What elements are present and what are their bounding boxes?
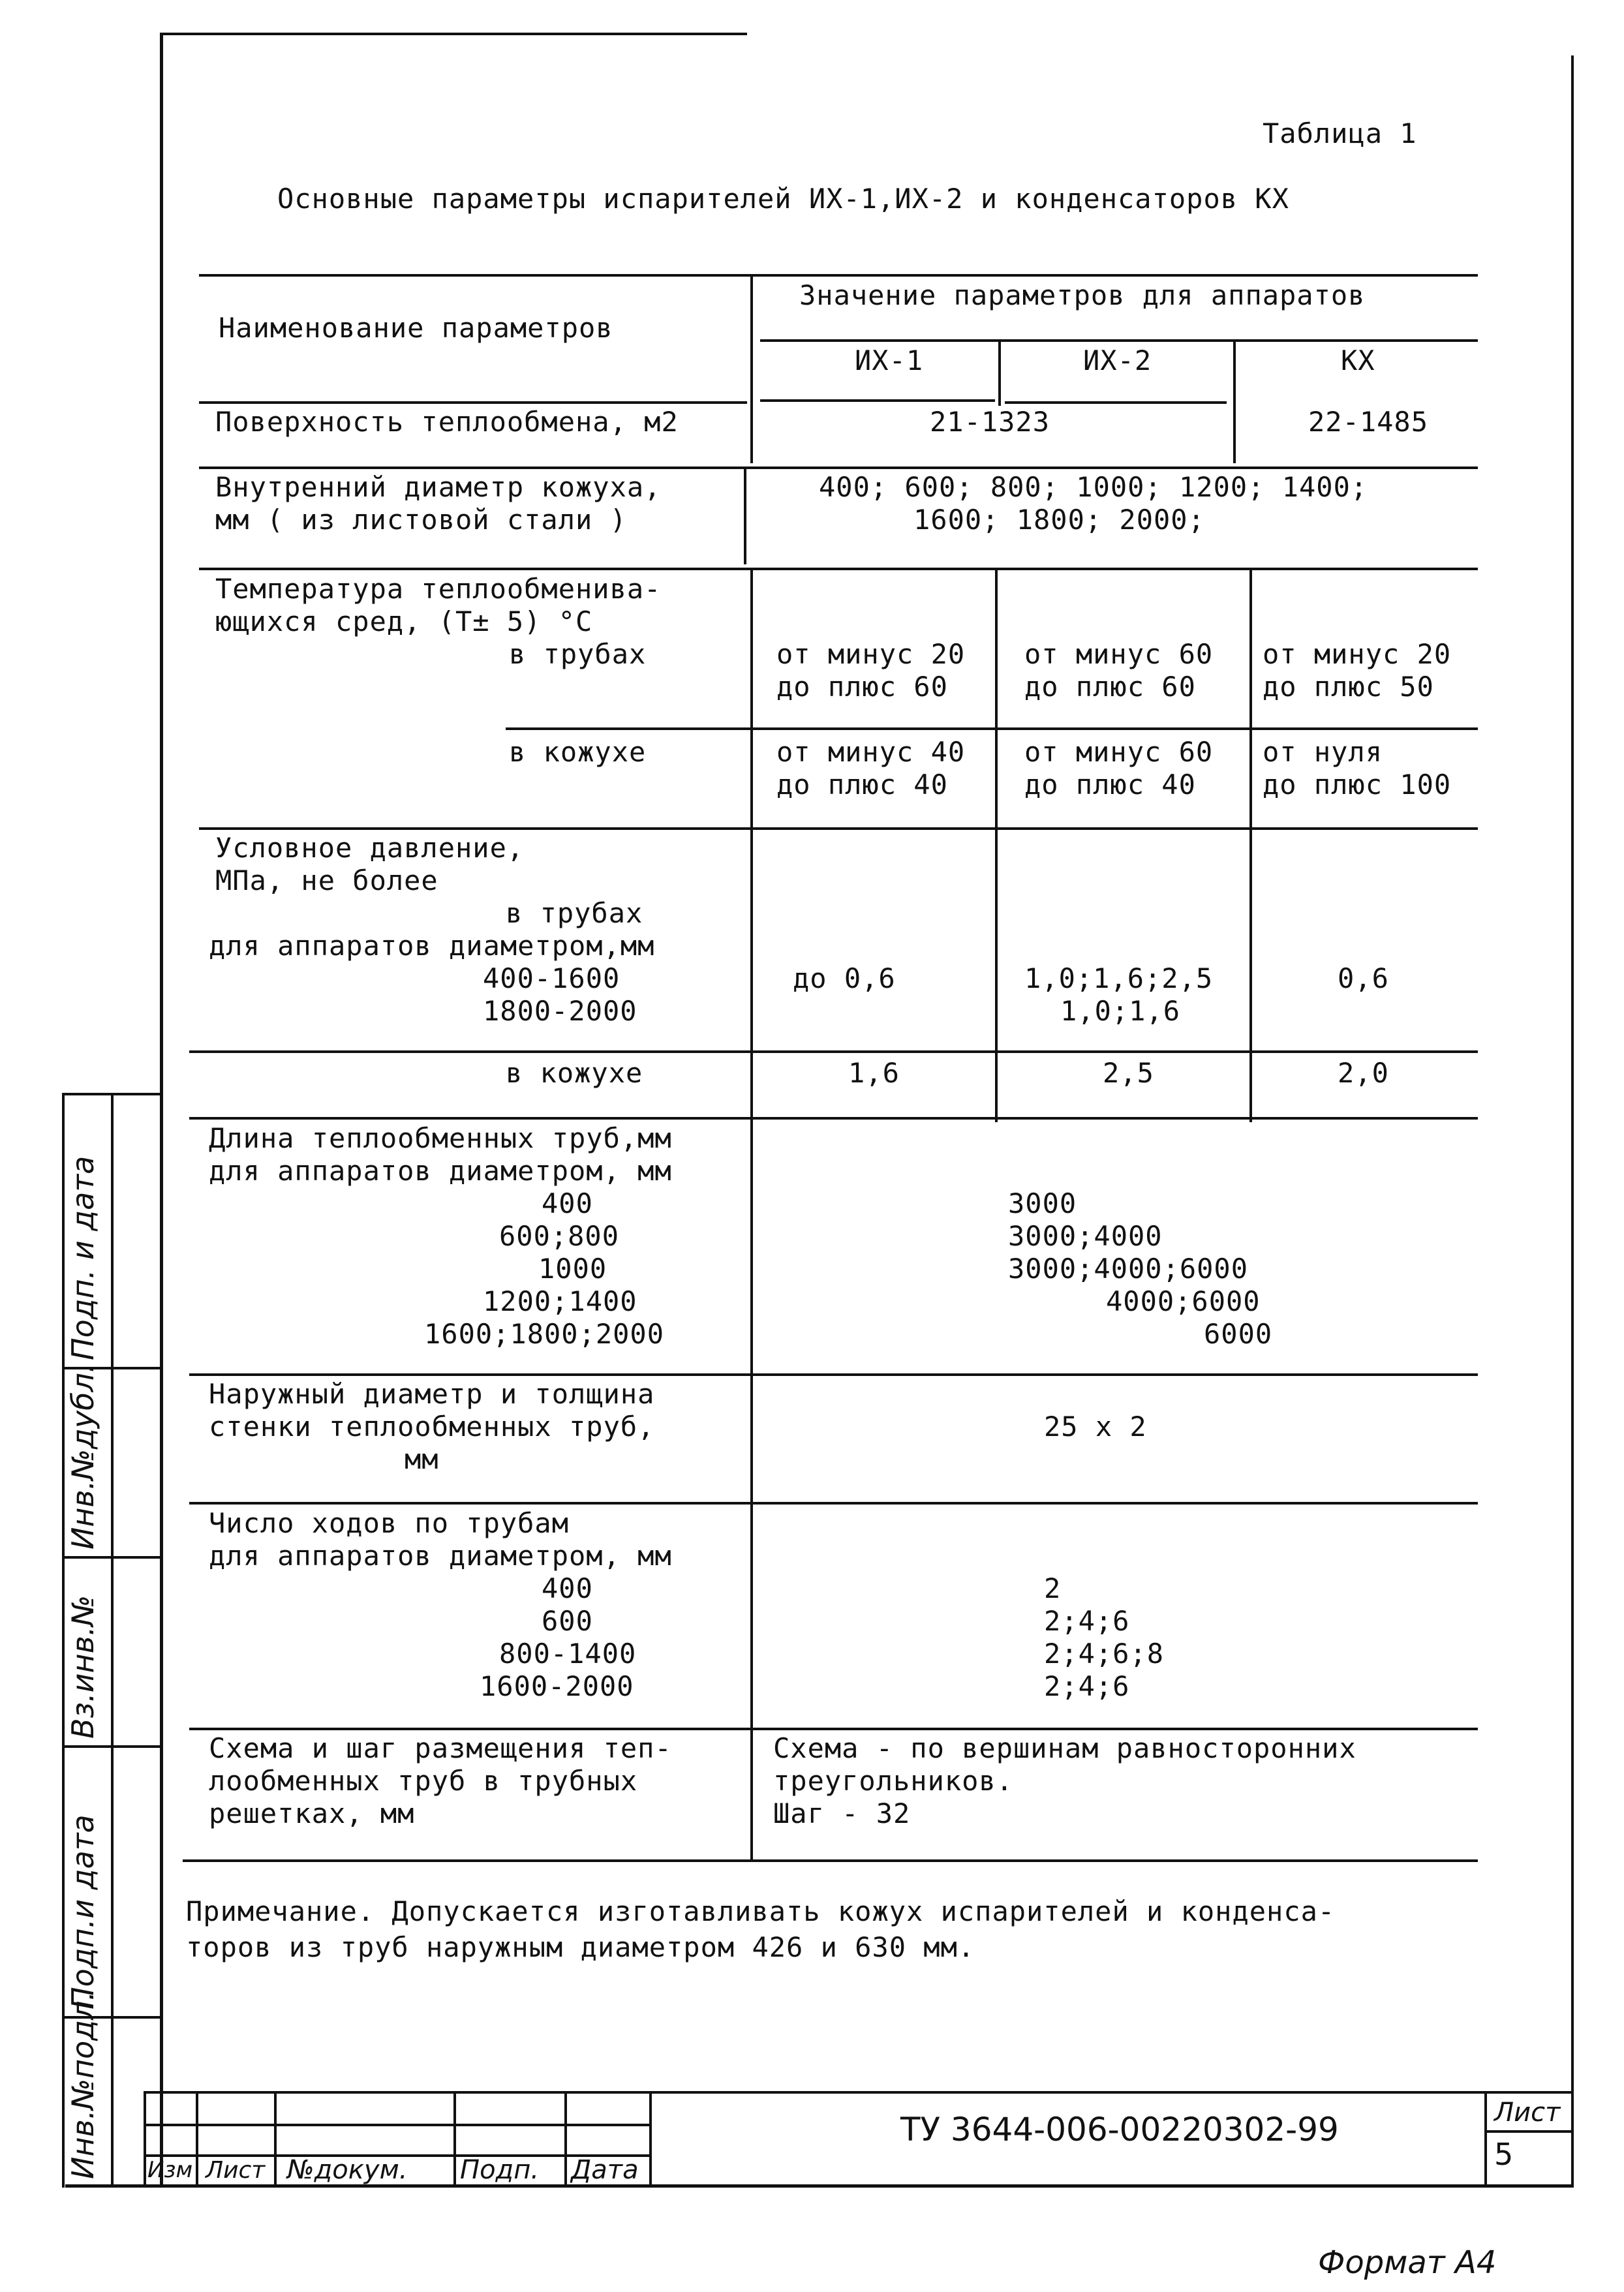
tube-length-diam-2: 600;800 xyxy=(499,1220,620,1252)
tube-length-diam-3: 1000 xyxy=(538,1253,607,1285)
rule xyxy=(189,1050,1478,1053)
rule xyxy=(1233,341,1236,463)
passes-diam-1: 400 xyxy=(542,1572,593,1604)
surface-ix-value: 21-1323 xyxy=(930,406,1050,438)
temp-tubes-ix1: от минус 20 до плюс 60 xyxy=(776,638,966,703)
header-value-group: Значение параметров для аппаратов xyxy=(799,279,1366,311)
rule xyxy=(199,274,1478,277)
side-label-sign-date-2: Подп.и дата xyxy=(65,1814,100,2009)
stamp-col-sign: Подп. xyxy=(460,2155,540,2185)
passes-value-1: 2 xyxy=(1044,1572,1062,1604)
stamp-col-docnum: №докум. xyxy=(287,2155,408,2185)
inner-diam-value-2: 1600; 1800; 2000; xyxy=(913,504,1205,536)
rule xyxy=(1484,2091,1487,2186)
passes-diam-4: 1600-2000 xyxy=(480,1670,634,1702)
rule xyxy=(995,568,998,1122)
rule xyxy=(760,399,995,402)
rule xyxy=(144,2091,146,2186)
rule xyxy=(1005,401,1227,404)
pressure-label-6: 1800-2000 xyxy=(483,995,637,1027)
rule xyxy=(189,1373,1478,1376)
rule xyxy=(189,1502,1478,1505)
frame-top xyxy=(160,33,747,35)
rule xyxy=(62,1556,163,1559)
note-line-2: торов из труб наружным диаметром 426 и 630 мм. xyxy=(186,1931,975,1963)
pressure-ix1: до 0,6 xyxy=(793,962,896,994)
note-line-1: Примечание. Допускается изготавливать кожух испарителей и конденса- xyxy=(186,1895,1336,1927)
stamp-col-change: Изм xyxy=(147,2157,193,2183)
scheme-label-3: решетках, мм xyxy=(209,1797,415,1829)
pressure-label-2: МПа, не более xyxy=(215,864,438,896)
inner-diam-label-2: мм ( из листовой стали ) xyxy=(215,504,627,536)
temp-tubes-label: в трубах xyxy=(509,638,647,670)
temp-tubes-ix2: от минус 60 до плюс 60 xyxy=(1024,638,1214,703)
rule xyxy=(196,2091,198,2186)
rule xyxy=(649,2091,652,2186)
inner-diam-label-1: Внутренний диаметр кожуха, xyxy=(215,471,662,503)
pressure-ix2-b: 1,0;1,6 xyxy=(1060,995,1181,1027)
side-label-sign-date: Подп. и дата xyxy=(65,1155,100,1360)
rule xyxy=(62,1093,163,1095)
rule xyxy=(62,1093,65,2188)
side-label-inv-orig: Инв.№подл. xyxy=(65,1991,100,2179)
scheme-value-3: Шаг - 32 xyxy=(773,1797,911,1829)
rule xyxy=(1484,2130,1572,2133)
tube-length-value-4: 4000;6000 xyxy=(1106,1285,1261,1317)
scheme-value-2: треугольников. xyxy=(773,1765,1014,1797)
passes-diam-2: 600 xyxy=(542,1605,593,1637)
passes-label-1: Число ходов по трубам xyxy=(209,1507,570,1539)
side-label-replace-inv: Вз.инв.№ xyxy=(65,1595,100,1739)
rule xyxy=(189,1117,1478,1120)
tube-length-label-1: Длина теплообменных труб,мм xyxy=(209,1122,672,1154)
temp-tubes-kx: от минус 20 до плюс 50 xyxy=(1263,638,1452,703)
rule xyxy=(760,339,1478,342)
rule xyxy=(750,274,753,463)
pressure-label-1: Условное давление, xyxy=(215,832,525,864)
rule xyxy=(274,2091,277,2186)
temp-label-1: Температура теплообменива- xyxy=(215,573,662,605)
stamp-sheet-number: 5 xyxy=(1494,2137,1514,2172)
outer-diam-label-3: мм xyxy=(405,1443,439,1475)
rule xyxy=(199,401,747,404)
table-label: Таблица 1 xyxy=(1263,117,1417,149)
rule xyxy=(183,1859,1478,1862)
header-col-ix2: ИХ-2 xyxy=(1083,344,1152,376)
tube-length-diam-5: 1600;1800;2000 xyxy=(424,1318,665,1350)
passes-value-2: 2;4;6 xyxy=(1044,1605,1130,1637)
pressure-label-3: в трубах xyxy=(506,897,643,929)
rule xyxy=(189,1728,1478,1730)
rule xyxy=(144,2091,1572,2094)
pressure-label-5: 400-1600 xyxy=(483,962,620,994)
tube-length-label-2: для аппаратов диаметром, мм xyxy=(209,1155,672,1187)
frame-left xyxy=(160,33,163,2186)
temp-shell-label: в кожухе xyxy=(509,736,647,768)
temp-shell-ix2: от минус 60 до плюс 40 xyxy=(1024,736,1214,801)
pressure-kx: 0,6 xyxy=(1338,962,1389,994)
tube-length-value-2: 3000;4000 xyxy=(1008,1220,1163,1252)
pressure-shell-label: в кожухе xyxy=(506,1057,643,1089)
temp-label-2: ющихся сред, (Т± 5) °С xyxy=(215,605,593,637)
passes-value-4: 2;4;6 xyxy=(1044,1670,1130,1702)
temp-shell-kx: от нуля до плюс 100 xyxy=(1263,736,1452,801)
header-col-ix1: ИХ-1 xyxy=(855,344,924,376)
rule xyxy=(199,568,1478,570)
frame-right xyxy=(1571,55,1574,2186)
passes-value-3: 2;4;6;8 xyxy=(1044,1638,1165,1670)
rule xyxy=(453,2091,456,2186)
header-param-col: Наименование параметров xyxy=(219,312,613,344)
side-label-inv-dup: Инв.№дубл. xyxy=(65,1363,100,1550)
pressure-ix2-a: 1,0;1,6;2,5 xyxy=(1024,962,1214,994)
pressure-shell-ix2: 2,5 xyxy=(1103,1057,1154,1089)
rule xyxy=(62,1745,163,1748)
rule xyxy=(750,568,753,1122)
scheme-label-1: Схема и шаг размещения теп- xyxy=(209,1732,672,1764)
tube-length-value-1: 3000 xyxy=(1008,1187,1077,1219)
passes-label-2: для аппаратов диаметром, мм xyxy=(209,1540,672,1572)
rule xyxy=(199,466,1478,469)
rule xyxy=(144,2124,649,2126)
outer-diam-value: 25 х 2 xyxy=(1044,1411,1147,1443)
stamp-col-sheet: Лист xyxy=(206,2157,266,2184)
surface-kx-value: 22-1485 xyxy=(1308,406,1429,438)
stamp-sheet-label: Лист xyxy=(1494,2098,1561,2128)
tube-length-value-3: 3000;4000;6000 xyxy=(1008,1253,1249,1285)
pressure-label-4: для аппаратов диаметром,мм xyxy=(209,930,655,962)
header-col-kx: КХ xyxy=(1341,344,1375,376)
rule xyxy=(506,727,1478,730)
tube-length-diam-1: 400 xyxy=(542,1187,593,1219)
outer-diam-label-1: Наружный диаметр и толщина xyxy=(209,1378,655,1410)
rule xyxy=(199,827,1478,830)
pressure-shell-ix1: 1,6 xyxy=(848,1057,900,1089)
rule xyxy=(998,341,1001,406)
rule xyxy=(1249,568,1252,1122)
rule xyxy=(111,1093,114,2188)
passes-diam-3: 800-1400 xyxy=(499,1638,637,1670)
tube-length-diam-4: 1200;1400 xyxy=(483,1285,637,1317)
outer-diam-label-2: стенки теплообменных труб, xyxy=(209,1411,655,1443)
rule xyxy=(750,1117,753,1861)
tube-length-value-5: 6000 xyxy=(1204,1318,1273,1350)
doc-code: ТУ 3644-006-00220302-99 xyxy=(900,2111,1339,2148)
scheme-value-1: Схема - по вершинам равносторонних xyxy=(773,1732,1356,1764)
page-title: Основные параметры испарителей ИХ-1,ИХ-2 и конденсаторов КХ xyxy=(277,183,1289,215)
stamp-col-date: Дата xyxy=(571,2155,639,2185)
inner-diam-value-1: 400; 600; 800; 1000; 1200; 1400; xyxy=(819,471,1368,503)
rule xyxy=(744,466,746,564)
surface-label: Поверхность теплообмена, м2 xyxy=(215,406,679,438)
temp-shell-ix1: от минус 40 до плюс 40 xyxy=(776,736,966,801)
pressure-shell-kx: 2,0 xyxy=(1338,1057,1389,1089)
rule xyxy=(564,2091,567,2186)
format-label: Формат А4 xyxy=(1318,2244,1497,2281)
scheme-label-2: лообменных труб в трубных xyxy=(209,1765,638,1797)
